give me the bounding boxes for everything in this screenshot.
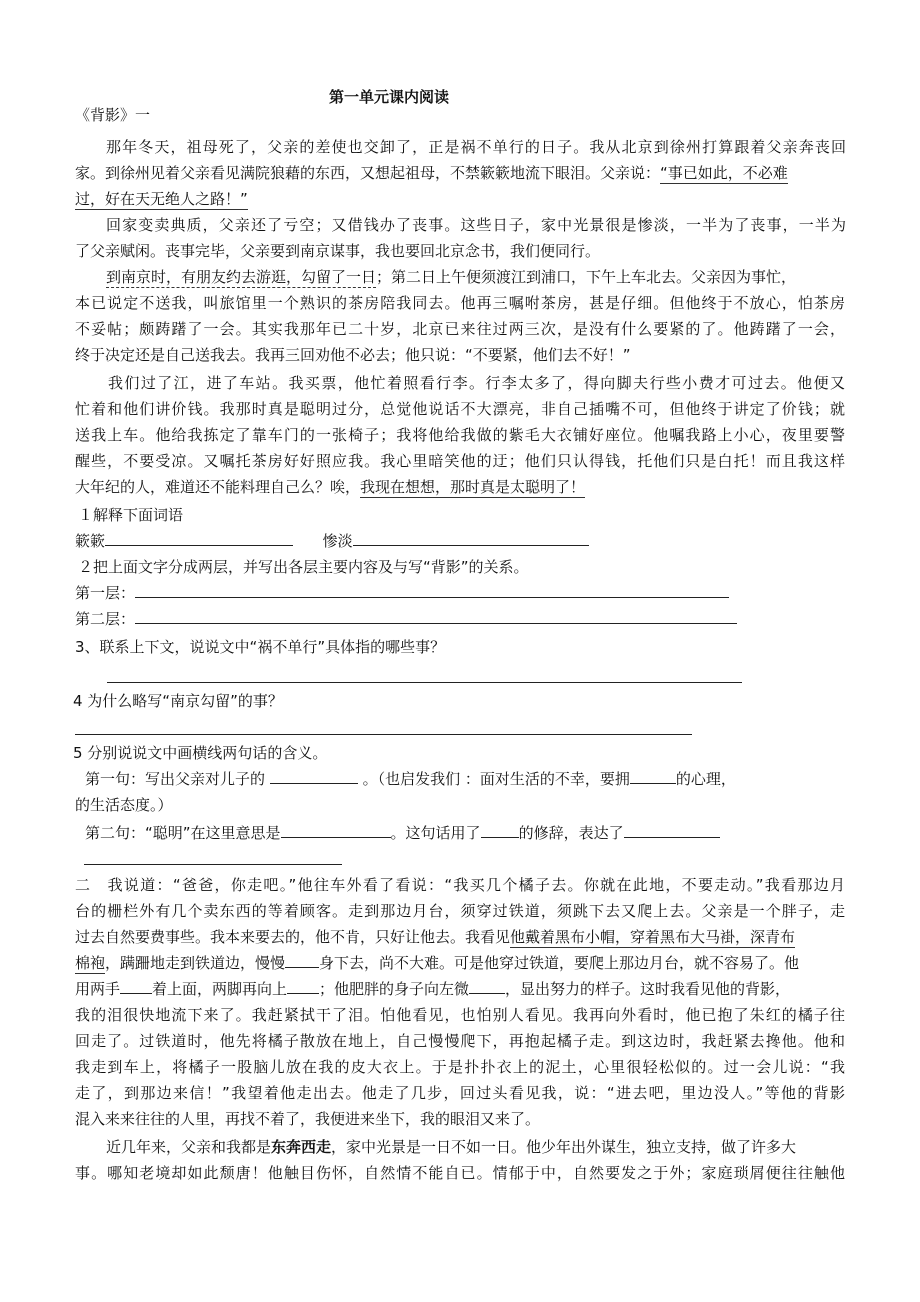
paragraph-line — [75, 160, 788, 186]
paragraph-line: 我们过了江，进了车站。我买票，他忙着照看行李。行李太多了，得向脚夫行些小费才可过去。他便又 — [108, 374, 845, 392]
q5-sentence-1 — [85, 766, 736, 792]
paragraph-line — [75, 976, 790, 1002]
paragraph-line: 了父亲赋闲。丧事完毕，父亲要到南京谋事，我也要回北京念书，我们便同行。 — [75, 242, 601, 260]
text-span: 的修辞，表达了 — [518, 824, 624, 842]
page-title: 第一单元课内阅读 — [329, 88, 450, 106]
answer-line[interactable] — [107, 682, 742, 683]
paragraph-line — [106, 264, 796, 290]
paragraph-line — [75, 186, 248, 212]
layer-label: 第二层： — [75, 610, 136, 628]
term-label: 惨淡 — [322, 532, 353, 550]
paragraph-line: 醒些，不要受凉。又嘱托茶房好好照应我。我心里暗笑他的迂；他们只认得钱，托他们只是白托！而且我这样 — [75, 452, 845, 470]
question-4: 4 为什么略写“南京勾留”的事？ — [73, 692, 283, 710]
paragraph-line: 忙着和他们讲价钱。我那时真是聪明过分，总觉他说话不大漂亮，非自己插嘴不可，但他终于讲定了价钱；就 — [75, 400, 845, 418]
text-span: 第一句：写出父亲对儿子的 — [85, 770, 266, 788]
q5-sentence-2 — [85, 820, 720, 846]
answer-blank[interactable] — [630, 767, 676, 784]
paragraph-line — [75, 924, 795, 950]
paragraph-line: 回家变卖典质，父亲还了亏空；又借钱办了丧事。这些日子，家中光景很是惨淡，一半为了丧事，一半为 — [106, 216, 846, 234]
answer-blank[interactable] — [270, 767, 358, 784]
paragraph-line: 二 我说道：“爸爸，你走吧。”他往车外看了看说：“我买几个橘子去。你就在此地，不要走动。”我看那边月 — [75, 876, 845, 894]
fill-blank[interactable] — [120, 977, 152, 994]
text-span: 过去自然要费事些。我本来要去的，他不肯，只好让他去。我看见 — [75, 928, 511, 946]
text-span: 。（也启发我们 — [362, 770, 461, 788]
q1-answer-line — [75, 528, 589, 554]
text-span: 近几年来，父亲和我都是 — [106, 1138, 272, 1156]
text-span: ；他肥胖的身子向左微 — [319, 980, 470, 998]
answer-blank[interactable] — [135, 581, 729, 598]
q2-layer-1 — [75, 580, 729, 606]
text-span: ；第二日上午便须渡江到浦口，下午上车北去。父亲因为事忙， — [376, 268, 797, 286]
question-3: 3、联系上下文，说说文中“祸不单行”具体指的哪些事？ — [75, 638, 446, 656]
answer-blank[interactable] — [624, 821, 720, 838]
answer-blank[interactable] — [481, 821, 519, 838]
fill-blank[interactable] — [285, 951, 319, 968]
paragraph-line: 送我上车。他给我拣定了靠车门的一张椅子；我将他给我做的紫毛大衣铺好座位。他嘱我路上小心，夜里要警 — [75, 426, 845, 444]
answer-line[interactable] — [75, 734, 692, 735]
paragraph-line: 台的栅栏外有几个卖东西的等着顾客。走到那边月台，须穿过铁道，须跳下去又爬上去。父亲是一个胖子，走 — [75, 902, 845, 920]
underlined-sentence-1-end: 过，好在天无绝人之路！” — [75, 190, 248, 208]
text-span: ：面对生活的不幸，要拥 — [464, 770, 630, 788]
text-span: 着上面，两脚再向上 — [152, 980, 288, 998]
question-2: ２把上面文字分成两层，并写出各层主要内容及与写“背影”的关系。 — [78, 558, 529, 576]
text-span: 身下去，尚不大难。可是他穿过铁道，要爬上那边月台，就不容易了。他 — [319, 954, 800, 972]
text-span: ，家中光景是一日不如一日。他少年出外谋生，独立支持，做了许多大 — [331, 1138, 797, 1156]
paragraph-line — [75, 474, 585, 500]
answer-blank[interactable] — [135, 607, 737, 624]
paragraph-line: 混入来来往往的人里，再找不着了，我便进来坐下，我的眼泪又来了。 — [75, 1110, 541, 1128]
question-1: １解释下面词语 — [78, 506, 184, 524]
fill-blank[interactable] — [469, 977, 505, 994]
underlined-description-end: 棉袍 — [75, 954, 106, 972]
paragraph-line: 我的泪很快地流下来了。我赶紧拭干了泪。怕他看见，也怕别人看见。我再向外看时，他已抱了朱红的橘子往 — [75, 1006, 845, 1024]
text-span: 大年纪的人，难道还不能料理自己么？唉， — [75, 478, 361, 496]
paragraph-line: 回走了。过铁道时，他先将橘子散放在地上，自己慢慢爬下，再抱起橘子走。到这边时，我赶紧去搀他。他和 — [75, 1032, 845, 1050]
text-span: 用两手 — [75, 980, 121, 998]
underlined-sentence-2: 我现在想想，那时真是太聪明了！ — [360, 478, 586, 496]
underlined-sentence-1: “事已如此，不必难 — [660, 164, 788, 182]
term-label: 簌簌 — [75, 532, 106, 550]
paragraph-line: 不妥帖；颇踌躇了一会。其实我那年已二十岁，北京已来往过两三次，是没有什么要紧的了。他踌躇了一会， — [75, 320, 845, 338]
text-span: 。这句话用了 — [390, 824, 481, 842]
text-span: 家。到徐州见着父亲看见满院狼藉的东西，又想起祖母，不禁簌簌地流下眼泪。父亲说： — [75, 164, 661, 182]
paragraph-line: 我走到车上，将橘子一股脑儿放在我的皮大衣上。于是扑扑衣上的泥土，心里很轻松似的。过一会儿说：“我 — [75, 1058, 845, 1076]
paragraph-line: 走了，到那边来信！”我望着他走出去。他走了几步，回过头看见我，说：“进去吧，里边没人。”等他的背影 — [75, 1084, 845, 1102]
answer-blank[interactable] — [353, 529, 589, 546]
paragraph-line: 本已说定不送我，叫旅馆里一个熟识的茶房陪我同去。他再三嘱咐茶房，甚是仔细。但他终于不放心，怕茶房 — [75, 294, 845, 312]
text-span: ，显出努力的样子。这时我看见他的背影， — [505, 980, 791, 998]
text-span: ，蹒跚地走到铁道边，慢慢 — [105, 954, 286, 972]
underlined-description: 他戴着黑布小帽，穿着黑布大马褂，深青布 — [510, 928, 796, 946]
fill-blank[interactable] — [287, 977, 319, 994]
q2-layer-2 — [75, 606, 737, 632]
nanjing-stay-phrase: 到南京时，有朋友约去游逛，勾留了一日 — [106, 268, 377, 286]
q5-sentence-1-cont: 的生活态度。） — [75, 796, 173, 814]
answer-blank[interactable] — [281, 821, 391, 838]
paragraph-line: 那年冬天，祖母死了，父亲的差使也交卸了，正是祸不单行的日子。我从北京到徐州打算跟着父亲奔丧回 — [106, 138, 846, 156]
text-span: 的心理， — [675, 770, 736, 788]
section-label: 《背影》一 — [75, 106, 151, 124]
text-span: 第二句：“聪明”在这里意思是 — [85, 824, 281, 842]
paragraph-line: 事。哪知老境却如此颓唐！他触目伤怀，自然情不能自已。情郁于中，自然要发之于外；家庭琐屑便往往触他 — [75, 1164, 845, 1182]
bold-phrase: 东奔西走 — [271, 1138, 332, 1156]
paragraph-line: 终于决定还是自己送我去。我再三回劝他不必去；他只说：“不要紧，他们去不好！” — [75, 346, 631, 364]
answer-blank[interactable] — [105, 529, 293, 546]
layer-label: 第一层： — [75, 584, 136, 602]
paragraph-line — [75, 950, 799, 976]
answer-line[interactable] — [84, 864, 342, 865]
paragraph-line — [106, 1134, 796, 1160]
question-5: 5 分别说说文中画横线两句话的含义。 — [73, 744, 328, 762]
